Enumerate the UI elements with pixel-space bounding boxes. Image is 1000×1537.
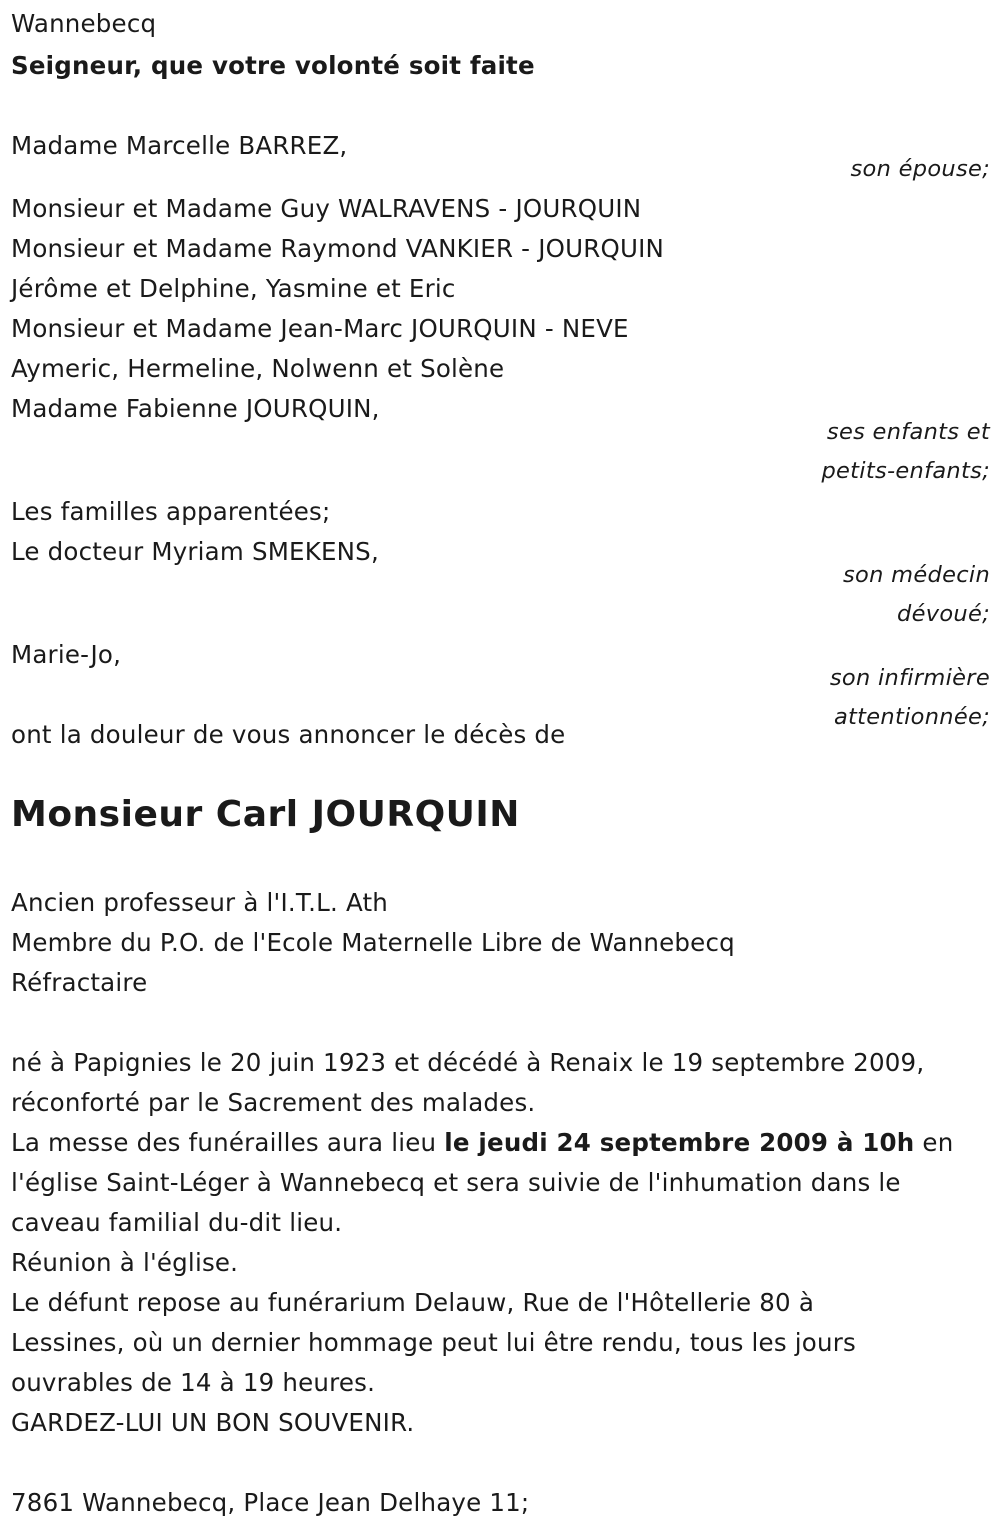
- doctor-line: Le docteur Myriam SMEKENS,: [11, 537, 379, 566]
- title-line: Membre du P.O. de l'Ecole Maternelle Libre de Wannebecq: [11, 928, 735, 957]
- motto: Seigneur, que votre volonté soit faite: [11, 51, 535, 80]
- nurse-role: attentionnée;: [833, 704, 990, 730]
- deceased-name: Monsieur Carl JOURQUIN: [11, 794, 520, 835]
- title-line: Réfractaire: [11, 968, 148, 997]
- detail-line: né à Papignies le 20 juin 1923 et décédé à Renaix le 19 septembre 2009,: [11, 1048, 925, 1077]
- detail-line: ouvrables de 14 à 19 heures.: [11, 1368, 376, 1397]
- family-line: Monsieur et Madame Raymond VANKIER - JOURQUIN: [11, 234, 665, 263]
- family-line: Aymeric, Hermeline, Nolwenn et Solène: [11, 354, 505, 383]
- detail-line: caveau familial du-dit lieu.: [11, 1208, 343, 1237]
- title-line: Ancien professeur à l'I.T.L. Ath: [11, 888, 389, 917]
- mass-suffix: en: [914, 1128, 954, 1157]
- family-line: Monsieur et Madame Jean-Marc JOURQUIN - NEVE: [11, 314, 629, 343]
- children-role: petits-enfants;: [821, 458, 990, 484]
- detail-line: Lessines, où un dernier hommage peut lui être rendu, tous les jours: [11, 1328, 856, 1357]
- closing-line: GARDEZ-LUI UN BON SOUVENIR.: [11, 1408, 415, 1437]
- detail-line: réconforté par le Sacrement des malades.: [11, 1088, 536, 1117]
- family-line: Jérôme et Delphine, Yasmine et Eric: [11, 274, 456, 303]
- spouse-line: Madame Marcelle BARREZ,: [11, 131, 348, 160]
- doctor-role: dévoué;: [897, 601, 990, 627]
- detail-line: l'église Saint-Léger à Wannebecq et sera suivie de l'inhumation dans le: [11, 1168, 901, 1197]
- family-line: Monsieur et Madame Guy WALRAVENS - JOURQUIN: [11, 194, 642, 223]
- children-role: ses enfants et: [826, 419, 990, 445]
- detail-line: Le défunt repose au funérarium Delauw, Rue de l'Hôtellerie 80 à: [11, 1288, 815, 1317]
- mass-line: [11, 1123, 953, 1163]
- mass-date: le jeudi 24 septembre 2009 à 10h: [444, 1128, 915, 1157]
- nurse-line: Marie-Jo,: [11, 640, 122, 669]
- family-line: Madame Fabienne JOURQUIN,: [11, 394, 380, 423]
- address: 7861 Wannebecq, Place Jean Delhaye 11;: [11, 1488, 530, 1517]
- doctor-role: son médecin: [843, 562, 990, 588]
- detail-line: Réunion à l'église.: [11, 1248, 239, 1277]
- spouse-role: son épouse;: [850, 156, 990, 182]
- mass-prefix: La messe des funérailles aura lieu: [11, 1128, 445, 1157]
- announcement: ont la douleur de vous annoncer le décès de: [11, 720, 566, 749]
- relatives-line: Les familles apparentées;: [11, 497, 331, 526]
- town-label: Wannebecq: [11, 9, 157, 38]
- nurse-role: son infirmière: [829, 665, 990, 691]
